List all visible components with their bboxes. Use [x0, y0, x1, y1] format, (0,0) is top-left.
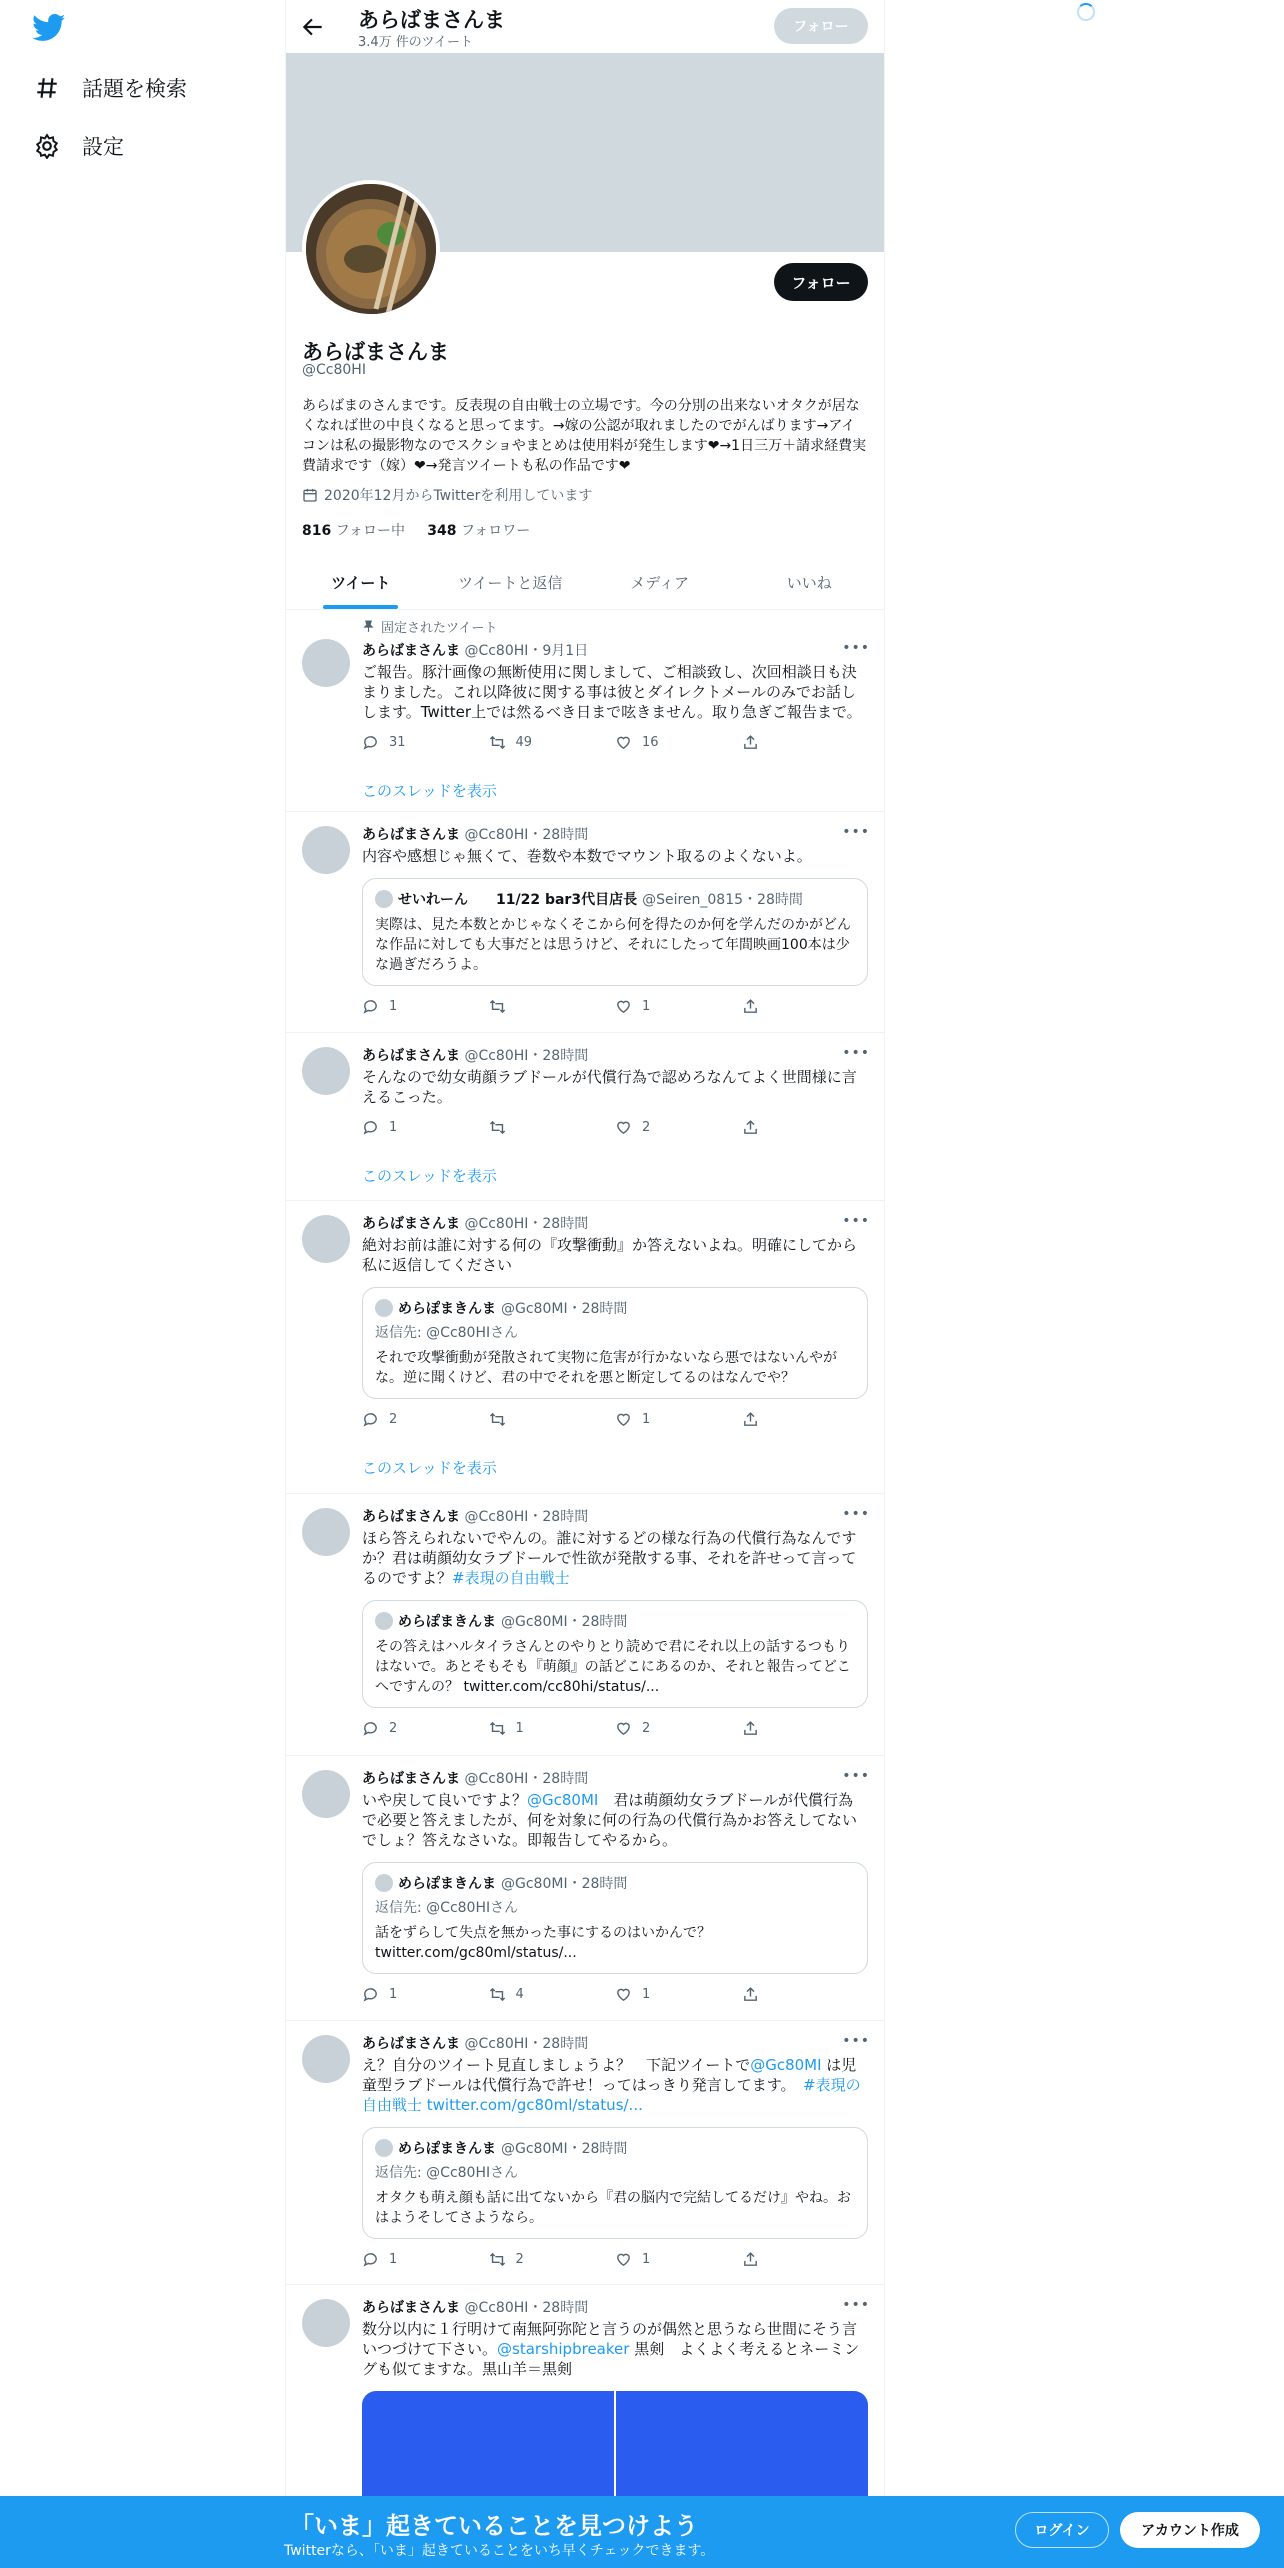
tweet-meta: @Cc80HI・28時間	[464, 1509, 589, 1525]
following-link[interactable]	[302, 523, 405, 539]
tweet-author[interactable]: あらばまさんま	[362, 827, 460, 843]
quote-author: めらぽまきんま	[398, 2141, 496, 2157]
reply-icon	[362, 1119, 379, 1136]
tweet-text-start: 数分以内に１行明けて南無阿弥陀と言うのが偶然と思うなら世間にそう言いつづけて下さい。	[362, 2320, 858, 2358]
retweet-count: 49	[515, 734, 533, 750]
reply-button[interactable]	[362, 1119, 489, 1136]
tweet-meta: @Cc80HI・28時間	[464, 2300, 589, 2316]
retweet-button[interactable]	[489, 1720, 616, 1737]
quoted-tweet[interactable]	[362, 2127, 868, 2239]
reply-button[interactable]	[362, 1720, 489, 1737]
reply-count: 2	[389, 1411, 398, 1427]
reply-icon	[362, 1411, 379, 1428]
heart-icon	[615, 1411, 632, 1428]
hashtag-url-link[interactable]: #表現の自由戦士 twitter.com/gc80ml/status/...	[362, 2076, 861, 2114]
retweet-button[interactable]	[489, 734, 616, 751]
tweet-author[interactable]: あらばまさんま	[362, 643, 460, 659]
quote-meta: @Gc80MI・28時間	[501, 1876, 628, 1892]
share-icon	[742, 1119, 759, 1136]
quoted-tweet[interactable]	[362, 878, 868, 986]
quote-meta: @Gc80MI・28時間	[501, 2141, 628, 2157]
like-button[interactable]	[615, 1986, 742, 2003]
share-button[interactable]	[742, 2251, 869, 2268]
retweet-icon	[489, 1411, 506, 1428]
tweet-meta: @Cc80HI・28時間	[464, 1216, 589, 1232]
show-thread-link[interactable]: このスレッドを表示	[362, 782, 497, 800]
tweet-meta: @Cc80HI・28時間	[464, 1048, 589, 1064]
quoted-tweet[interactable]	[362, 1287, 868, 1399]
like-button[interactable]	[615, 1119, 742, 1136]
login-button[interactable]: ログイン	[1015, 2512, 1109, 2548]
share-button[interactable]	[742, 1411, 869, 1428]
media-image[interactable]	[616, 2391, 868, 2511]
quote-reply-to: 返信先: @Cc80HIさん	[375, 1325, 519, 1341]
tweet-text: そんなので幼女萌顔ラブドールが代償行為で認めろなんてよく世間様に言えるこった。	[362, 1068, 857, 1106]
profile-name: あらばまさんま	[302, 340, 449, 364]
quote-author: めらぽまきんま	[398, 1614, 496, 1630]
tweet-actions	[362, 996, 868, 1016]
tweet-media[interactable]	[362, 2391, 868, 2511]
like-count: 1	[642, 1986, 651, 2002]
pinned-label	[362, 617, 868, 636]
tweet[interactable]	[286, 1494, 884, 1756]
tweet-meta: @Cc80HI・28時間	[464, 1771, 589, 1787]
share-icon	[742, 734, 759, 751]
followers-label: フォロワー	[460, 523, 531, 539]
tweet-avatar[interactable]	[302, 1215, 350, 1263]
retweet-button[interactable]	[489, 1119, 616, 1136]
more-icon[interactable]: •••	[842, 2297, 870, 2313]
tweet-text-end: は児童型ラブドールは代償行為で許せ！ってはっきり発言してます。	[362, 2056, 857, 2094]
tweet-actions	[362, 1117, 868, 1137]
like-count: 16	[642, 734, 659, 750]
more-icon[interactable]: •••	[842, 824, 870, 840]
mention-link[interactable]: @starshipbreaker	[497, 2340, 630, 2358]
nav-settings[interactable]	[34, 131, 124, 161]
quote-avatar	[375, 1612, 393, 1630]
retweet-icon	[489, 1986, 506, 2003]
tweet-author[interactable]: あらばまさんま	[362, 2036, 460, 2052]
like-count: 2	[642, 1720, 651, 1736]
retweet-icon	[489, 734, 506, 751]
tweet-author[interactable]: あらばまさんま	[362, 2300, 460, 2316]
pin-icon	[362, 620, 375, 633]
following-label: フォロー中	[335, 523, 405, 539]
tab-likes[interactable]: いいね	[786, 574, 832, 592]
tweet-text-end: 黒剣 よくよく考えるとネーミングも似てますな。黒山羊＝黒剣	[362, 2340, 860, 2378]
nav-explore-label: 話題を検索	[82, 77, 187, 101]
retweet-count: 4	[515, 1986, 524, 2002]
tab-tweets[interactable]: ツイート	[286, 556, 436, 609]
heart-icon	[615, 1986, 632, 2003]
share-button[interactable]	[742, 734, 869, 751]
profile-joined	[302, 485, 592, 505]
tweet-text-start: え？自分のツイート見直しましょうよ？ 下記ツイートで	[362, 2056, 751, 2074]
quote-author: めらぽまきんま	[398, 1876, 496, 1892]
retweet-icon	[489, 1720, 506, 1737]
like-count: 1	[642, 2251, 651, 2267]
quote-text: それで攻撃衝動が発散されて実物に危害が行かないなら悪ではないんやがな。逆に聞くけど、君の中でそれを悪と断定してるのはなんでや？	[375, 1350, 837, 1386]
calendar-icon	[302, 487, 318, 503]
tweet-author[interactable]: あらばまさんま	[362, 1048, 460, 1064]
profile-bio: あらばまのさんまです。反表現の自由戦士の立場です。今の分別の出来ないオタクが居なくなれば世の中良くなると思ってます。→嫁の公認が取れましたのでがんばります→アイコンは私の撮影物なのでスクショやまとめは使用料が発生します❤→1日三万＋請求経費実費請求です（嫁）❤→発言ツイートも私の作品です❤	[302, 398, 867, 474]
share-icon	[742, 1411, 759, 1428]
back-arrow-icon[interactable]	[300, 14, 326, 40]
hashtag-icon	[34, 75, 60, 101]
profile-joined-text: 2020年12月からTwitterを利用しています	[324, 488, 593, 504]
reply-icon	[362, 998, 379, 1015]
follow-button[interactable]: フォロー	[774, 263, 868, 301]
tweet-avatar[interactable]	[302, 1508, 350, 1556]
banner-title: 「いま」起きていることを見つけよう	[290, 2512, 698, 2540]
pinned-label-text: 固定されたツイート	[381, 621, 498, 636]
more-icon[interactable]: •••	[842, 640, 870, 656]
tweet-text-start: いや戻して良いですよ？	[362, 1791, 528, 1809]
reply-button[interactable]	[362, 734, 489, 751]
tweet-meta: @Cc80HI・9月1日	[464, 643, 589, 659]
tweet-avatar[interactable]	[302, 2035, 350, 2083]
tweet[interactable]	[286, 1033, 884, 1201]
twitter-bird-icon[interactable]	[32, 14, 66, 42]
tweet-actions	[362, 2249, 868, 2269]
mention-link[interactable]: @Gc80MI	[750, 2056, 822, 2074]
quote-author: めらぽまきんま	[398, 1301, 496, 1317]
retweet-button[interactable]	[489, 1986, 616, 2003]
tweet[interactable]	[286, 812, 884, 1033]
avatar-food-image	[306, 184, 436, 314]
heart-icon	[615, 2251, 632, 2268]
heart-icon	[615, 998, 632, 1015]
like-count: 1	[642, 998, 651, 1014]
header-follow-button[interactable]: フォロー	[774, 8, 868, 44]
reply-icon	[362, 1720, 379, 1737]
tweet[interactable]	[286, 611, 884, 812]
reply-count: 1	[389, 2251, 398, 2267]
header-name: あらばまさんま	[358, 8, 505, 32]
quoted-tweet[interactable]	[362, 1862, 868, 1974]
hashtag-link[interactable]: #表現の自由戦士	[452, 1569, 570, 1587]
share-button[interactable]	[742, 998, 869, 1015]
tweet-text: 内容や感想じゃ無くて、巻数や本数でマウント取るのよくないよ。	[362, 847, 812, 865]
share-button[interactable]	[742, 1986, 869, 2003]
reply-count: 1	[389, 1986, 398, 2002]
tweet-meta: @Cc80HI・28時間	[464, 827, 589, 843]
banner-subtitle: Twitterなら、「いま」起きていることをいち早くチェックできます。	[284, 2543, 715, 2559]
heart-icon	[615, 734, 632, 751]
retweet-icon	[489, 1119, 506, 1136]
tweet-actions	[362, 1718, 868, 1738]
heart-icon	[615, 1720, 632, 1737]
reply-button[interactable]	[362, 998, 489, 1015]
like-button[interactable]	[615, 998, 742, 1015]
tweet-text: ご報告。豚汁画像の無断使用に関しまして、ご相談致し、次回相談日も決まりました。これ以降彼に関する事は彼とダイレクトメールのみでお話しします。Twitter上では然るべき日まで呟きません。取り急ぎご報告まで。	[362, 663, 862, 721]
share-icon	[742, 1986, 759, 2003]
quote-text: 実際は、見た本数とかじゃなくそこから何を得たのか何を学んだのかがどんな作品に対しても大事だとは思うけど、それにしたって年間映画100本は少な過ぎだろうよ。	[375, 917, 851, 973]
share-button[interactable]	[742, 1720, 869, 1737]
retweet-icon	[489, 998, 506, 1015]
tweet-text-block	[362, 2319, 868, 2379]
quote-text: オタクも萌え顔も話に出てないから『君の脳内で完結してるだけ』やね。おはようそしてさようなら。	[375, 2190, 851, 2226]
reply-button[interactable]	[362, 1411, 489, 1428]
gear-icon	[34, 133, 60, 159]
share-icon	[742, 998, 759, 1015]
tweet-avatar[interactable]	[302, 1047, 350, 1095]
tweet-meta: @Cc80HI・28時間	[464, 2036, 589, 2052]
tab-media[interactable]: メディア	[630, 574, 690, 592]
reply-count: 2	[389, 1720, 398, 1736]
more-icon[interactable]: •••	[842, 1768, 870, 1784]
following-count: 816	[302, 523, 332, 539]
left-nav	[0, 0, 285, 2568]
quote-meta: @Gc80MI・28時間	[501, 1614, 628, 1630]
profile-tabs	[286, 556, 884, 610]
quote-avatar	[375, 1299, 393, 1317]
like-count: 1	[642, 1411, 651, 1427]
more-icon[interactable]: •••	[842, 1045, 870, 1061]
profile-column	[285, 0, 885, 2568]
tweet-avatar[interactable]	[302, 826, 350, 874]
retweet-button[interactable]	[489, 1411, 616, 1428]
like-button[interactable]	[615, 1411, 742, 1428]
quote-text: 話をずらして失点を無かった事にするのはいかんで？ twitter.com/gc80ml/status/...	[375, 1925, 711, 1961]
tweet-text-block	[362, 1528, 868, 1588]
reply-icon	[362, 1986, 379, 2003]
tweet-actions	[362, 732, 868, 752]
tweet-author[interactable]: あらばまさんま	[362, 1216, 460, 1232]
signup-banner	[0, 2496, 1284, 2568]
tweet-avatar[interactable]	[302, 639, 350, 687]
like-button[interactable]	[615, 1720, 742, 1737]
quoted-tweet[interactable]	[362, 1600, 868, 1708]
share-icon	[742, 2251, 759, 2268]
reply-icon	[362, 734, 379, 751]
followers-count: 348	[427, 523, 457, 539]
more-icon[interactable]: •••	[842, 2033, 870, 2049]
loading-spinner-icon	[1077, 3, 1095, 21]
tweet-text: 絶対お前は誰に対する何の『攻撃衝動』か答えないよね。明確にしてから私に返信してください	[362, 1236, 858, 1274]
quote-avatar	[375, 890, 393, 908]
reply-icon	[362, 2251, 379, 2268]
followers-link[interactable]	[427, 523, 530, 539]
tweet-text: ほら答えられないでやんの。誰に対するどの様な行為の代償行為なんですか？君は萌顔幼女ラブドールで性欲が発散する事、それを許せって言ってるのですよ？	[362, 1529, 857, 1587]
tweet[interactable]	[286, 1756, 884, 2021]
tweet-text-block	[362, 2055, 868, 2115]
reply-count: 1	[389, 998, 398, 1014]
retweet-button[interactable]	[489, 998, 616, 1015]
tweet-avatar[interactable]	[302, 1770, 350, 1818]
tweet-actions	[362, 1984, 868, 2004]
retweet-count: 2	[515, 2251, 524, 2267]
header-tweet-count: 3.4万 件のツイート	[358, 35, 473, 50]
tweet-author[interactable]: あらばまさんま	[362, 1509, 460, 1525]
more-icon[interactable]: •••	[842, 1506, 870, 1522]
share-button[interactable]	[742, 1119, 869, 1136]
reply-button[interactable]	[362, 2251, 489, 2268]
quote-meta: @Gc80MI・28時間	[501, 1301, 628, 1317]
media-image[interactable]	[362, 2391, 614, 2511]
quote-reply-to: 返信先: @Cc80HIさん	[375, 1900, 519, 1916]
quote-meta: @Seiren_0815・28時間	[642, 892, 803, 908]
more-icon[interactable]: •••	[842, 1213, 870, 1229]
profile-header	[286, 0, 884, 53]
tweet-actions	[362, 1409, 868, 1429]
retweet-icon	[489, 2251, 506, 2268]
share-icon	[742, 1720, 759, 1737]
profile-avatar[interactable]	[302, 180, 440, 318]
tweet[interactable]	[286, 1201, 884, 1494]
heart-icon	[615, 1119, 632, 1136]
quote-avatar	[375, 1874, 393, 1892]
nav-explore[interactable]	[34, 73, 187, 103]
profile-follow-stats	[302, 520, 530, 540]
like-button[interactable]	[615, 734, 742, 751]
quote-avatar	[375, 2139, 393, 2157]
mention-link[interactable]: @Gc80MI	[527, 1791, 599, 1809]
nav-settings-label: 設定	[82, 135, 124, 159]
tweet-author[interactable]: あらばまさんま	[362, 1771, 460, 1787]
tweet-text-end: 君は萌顔幼女ラブドールが代償行為で必要と答えましたが、何を対象に何の行為の代償行為かお答えしてないでしょ？答えなさいな。即報告してやるから。	[362, 1791, 858, 1849]
tab-tweets-replies[interactable]: ツイートと返信	[458, 574, 563, 592]
signup-button[interactable]: アカウント作成	[1120, 2512, 1260, 2548]
like-count: 2	[642, 1119, 651, 1135]
reply-count: 1	[389, 1119, 398, 1135]
tweet[interactable]	[286, 2021, 884, 2285]
reply-button[interactable]	[362, 1986, 489, 2003]
quote-reply-to: 返信先: @Cc80HIさん	[375, 2165, 519, 2181]
like-button[interactable]	[615, 2251, 742, 2268]
show-thread-link[interactable]: このスレッドを表示	[362, 1167, 497, 1185]
tweet-avatar[interactable]	[302, 2299, 350, 2347]
tweet-text-block	[362, 1790, 868, 1850]
quote-text: その答えはハルタイラさんとのやりとり読めで君にそれ以上の話するつもりはないで。あとそもそも『萌顔』の話どこにあるのか、それと報告ってどこへですんの？ twitter.com/cc80hi/status/...	[375, 1639, 851, 1695]
reply-count: 31	[389, 734, 406, 750]
profile-handle: @Cc80HI	[302, 362, 366, 378]
show-thread-link[interactable]: このスレッドを表示	[362, 1459, 497, 1477]
retweet-count: 1	[515, 1720, 524, 1736]
retweet-button[interactable]	[489, 2251, 616, 2268]
quote-author: せいれーん 11/22 bar3代目店長	[398, 892, 638, 908]
